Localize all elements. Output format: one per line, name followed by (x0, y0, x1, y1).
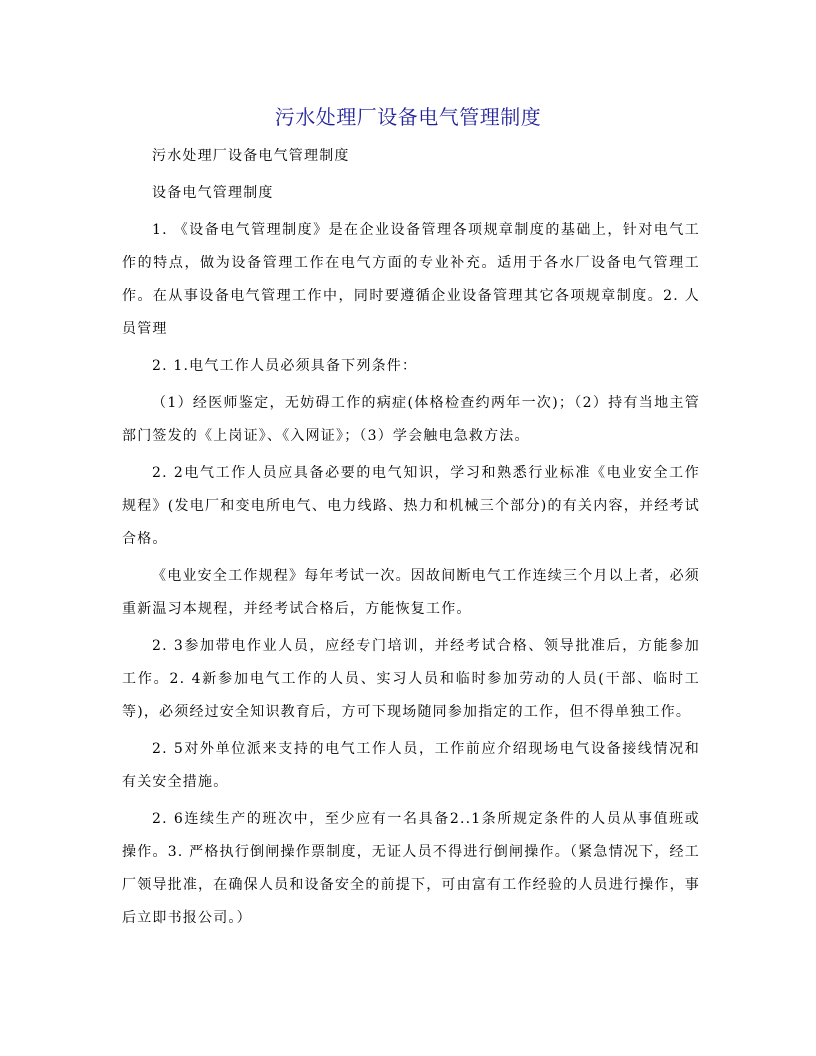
paragraph-subtitle: 污水处理厂设备电气管理制度 (152, 148, 350, 164)
paragraph-exam: 《电业安全工作规程》每年考试一次。因故间断电气工作连续三个月以上者，必须重新温习本规程，并经考试合格后，方能恢复工作。 (122, 568, 700, 617)
paragraph-2-2: 2. 2电气工作人员应具备必要的电气知识，学习和熟悉行业标准《电业安全工作规程》(发电厂和变电所电气、电力线路、热力和机械三个部分)的有关内容，并经考试合格。 (122, 465, 700, 547)
paragraph-conditions: （1）经医师鉴定，无妨碍工作的病症(体格检查约两年一次)；（2）持有当地主管部门签发的《上岗证》、《入网证》；（3）学会触电急救方法。 (122, 395, 700, 444)
paragraph-2-6: 2. 6连续生产的班次中，至少应有一名具备2..1条所规定条件的人员从事值班或操作。3. 严格执行倒闸操作票制度，无证人员不得进行倒闸操作。（紧急情况下，经工厂领导批准，在确保人员和设备安全的前提下，可由富有工作经验的人员进行操作，事后立即书报公司。） (122, 811, 700, 926)
paragraph-section-heading: 设备电气管理制度 (152, 185, 274, 201)
paragraph-2-1: 2. 1.电气工作人员必须具备下列条件： (152, 358, 418, 374)
document-title: 污水处理厂设备电气管理制度 (274, 105, 542, 129)
paragraph-1: 1. 《设备电气管理制度》是在企业设备管理各项规章制度的基础上，针对电气工作的特点，做为设备管理工作在电气方面的专业补充。适用于各水厂设备电气管理工作。在从事设备电气管理工作中，同时要遵循企业设备管理其它各项规章制度。2. 人员管理 (122, 222, 700, 337)
paragraph-2-3: 2. 3参加带电作业人员，应经专门培训，并经考试合格、领导批准后，方能参加工作。2. 4新参加电气工作的人员、实习人员和临时参加劳动的人员(干部、临时工等)，必须经过安全知识教育后，方可下现场随同参加指定的工作，但不得单独工作。 (122, 638, 700, 720)
document-body (122, 140, 700, 935)
paragraph-2-5: 2. 5对外单位派来支持的电气工作人员，工作前应介绍现场电气设备接线情况和有关安全措施。 (122, 741, 700, 790)
